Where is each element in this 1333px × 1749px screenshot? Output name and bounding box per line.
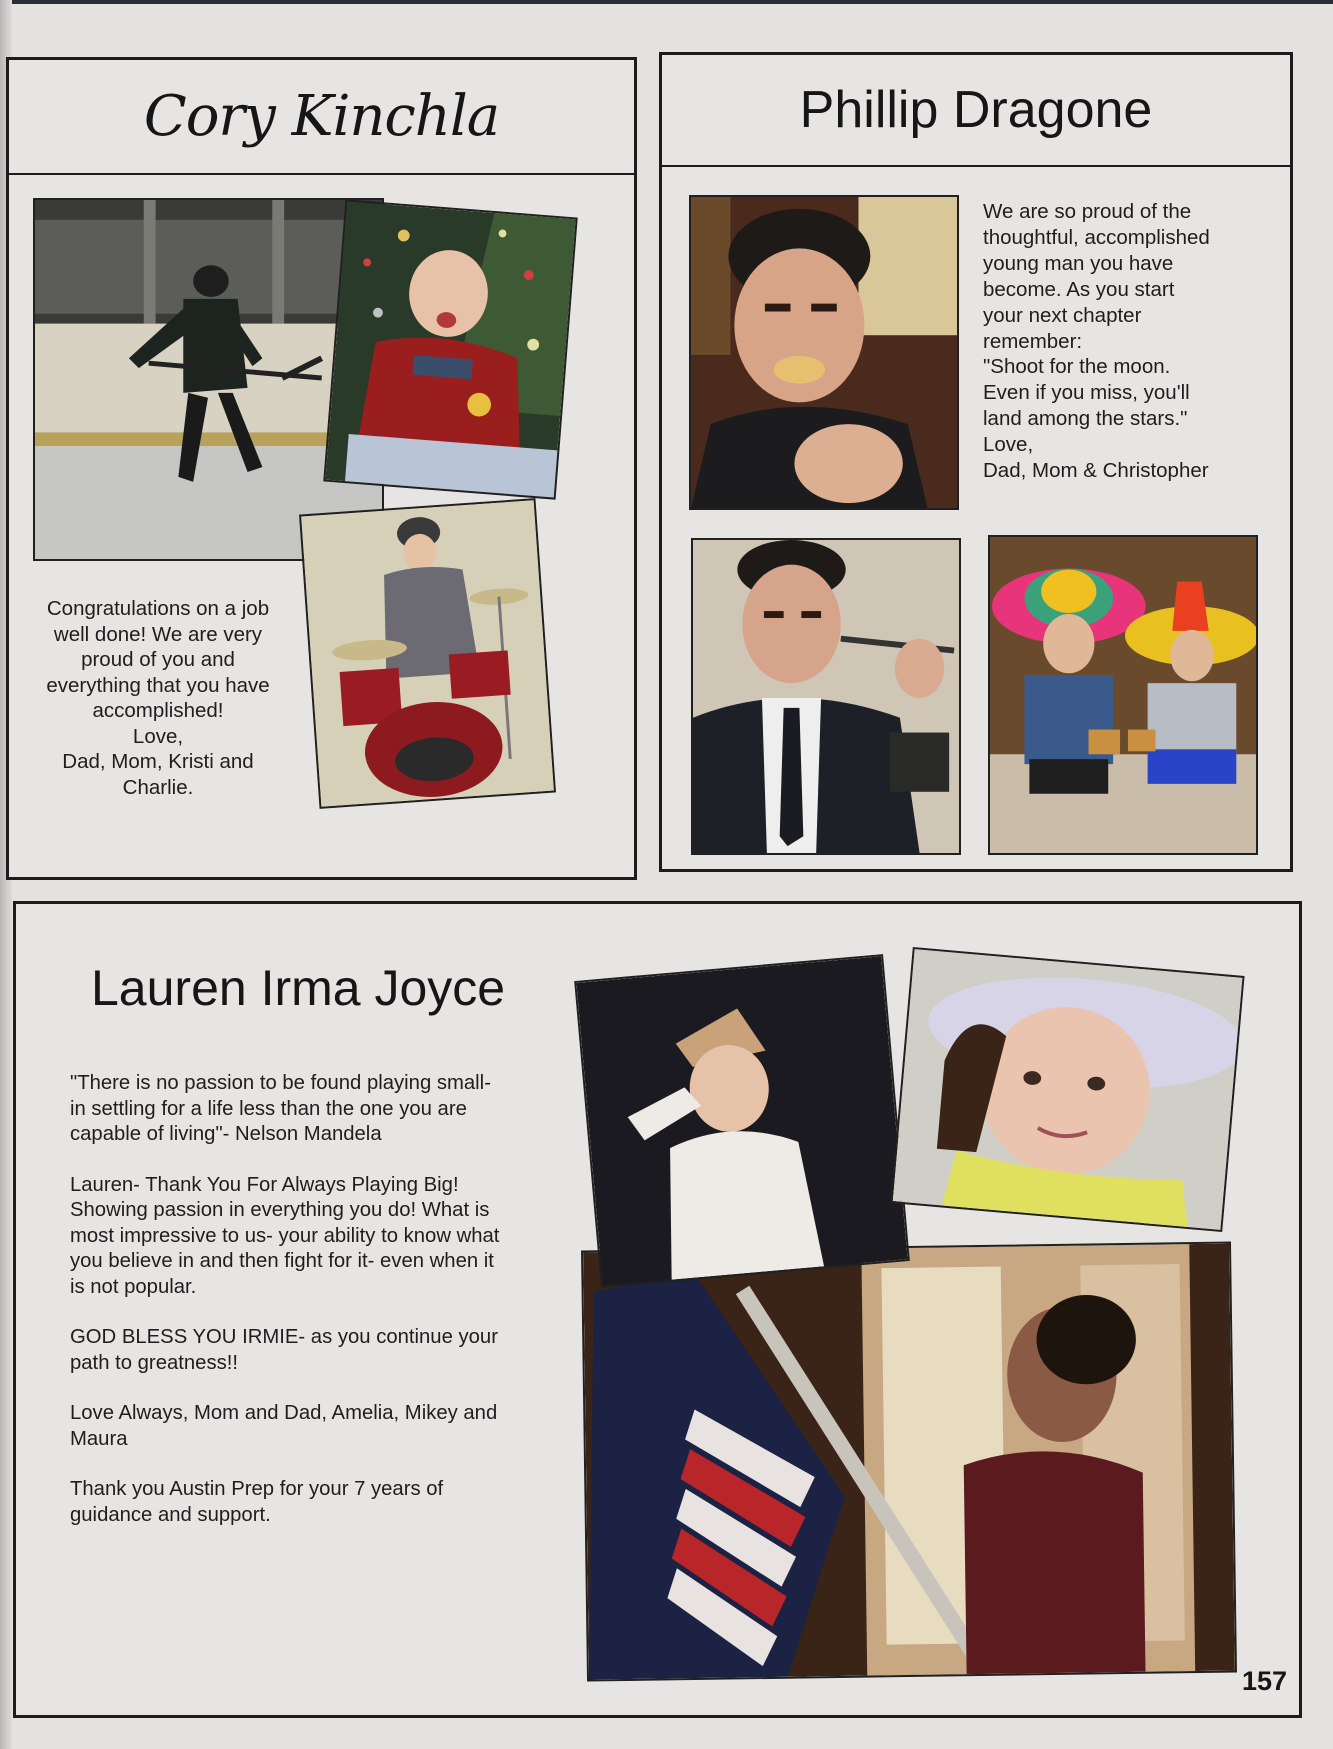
- lauren-quote: [70, 1071, 570, 1148]
- cory-message: [27, 596, 289, 800]
- cory-message-line: everything that you have: [46, 673, 270, 697]
- phillip-title: Phillip Dragone: [799, 81, 1153, 139]
- cory-message-line: Charlie.: [122, 775, 194, 799]
- lauren-message-line: "There is no passion to be found playing small-: [70, 1072, 491, 1094]
- cory-message-line: Congratulations on a job: [46, 597, 270, 620]
- lauren-message-line: path to greatness!!: [70, 1351, 238, 1374]
- lauren-message-line: guidance and support.: [70, 1503, 271, 1526]
- lauren-message-line: Thank you Austin Prep for your 7 years of: [70, 1478, 444, 1500]
- lauren-paragraph: [70, 1477, 570, 1528]
- phillip-message-line: Love,: [983, 433, 1034, 457]
- phillip-dragone-panel: [659, 52, 1293, 872]
- phillip-message-line: your next chapter: [983, 303, 1142, 327]
- phillip-message-line: Even if you miss, you'll: [983, 381, 1190, 405]
- phillip-message-line: We are so proud of the: [983, 200, 1192, 223]
- phillip-message-line: remember:: [983, 329, 1083, 353]
- lauren-message: [70, 1071, 570, 1553]
- lauren-message-line: most impressive to us- your ability to know what: [70, 1224, 500, 1247]
- top-edge: [0, 0, 1333, 4]
- lauren-message-line: in settling for a life less than the one you are: [70, 1097, 467, 1120]
- lauren-paragraph: [70, 1173, 570, 1301]
- lauren-message-line: Lauren- Thank You For Always Playing Big!: [70, 1173, 459, 1196]
- phillip-message-line: land among the stars.": [983, 407, 1188, 431]
- lauren-paragraph: [70, 1325, 570, 1376]
- phillip-message-line: "Shoot for the moon.: [983, 355, 1171, 379]
- page-number: 157: [1241, 1666, 1287, 1696]
- lauren-message-line: you believe in and then fight for it- even when it: [70, 1250, 494, 1272]
- cory-message-line: accomplished!: [92, 699, 224, 722]
- phillip-message-line: become. As you start: [983, 277, 1175, 301]
- cory-drums-photo: [299, 498, 556, 809]
- lauren-salute-photo: [574, 954, 910, 1288]
- lauren-message-line: GOD BLESS YOU IRMIE- as you continue your: [70, 1326, 498, 1348]
- phillip-message-line: Dad, Mom & Christopher: [983, 459, 1209, 483]
- lauren-message-line: is not popular.: [70, 1275, 197, 1298]
- cory-title: Cory Kinchla: [143, 84, 500, 149]
- lauren-message-line: Showing passion in everything you do! What is: [70, 1199, 490, 1221]
- lauren-message-line: Maura: [70, 1427, 128, 1450]
- cory-baby-christmas-photo: [323, 199, 577, 499]
- phillip-message-line: young man you have: [983, 251, 1174, 275]
- lauren-joyce-panel: [13, 901, 1302, 1718]
- phillip-sombrero-photo: [988, 535, 1258, 855]
- phillip-message: [983, 199, 1273, 484]
- lauren-message-line: Love Always, Mom and Dad, Amelia, Mikey and: [70, 1402, 498, 1424]
- lauren-title: Lauren Irma Joyce: [91, 960, 506, 1016]
- phillip-eating-photo: [689, 195, 959, 510]
- cory-message-line: Dad, Mom, Kristi and: [62, 750, 254, 773]
- lauren-flag-photo: [581, 1241, 1237, 1681]
- phillip-suit-photo: [691, 538, 961, 855]
- lauren-message-line: capable of living"- Nelson Mandela: [70, 1123, 382, 1145]
- cory-message-line: well done! We are very: [53, 622, 263, 646]
- lauren-hat-photo: [890, 947, 1244, 1232]
- cory-message-line: Love,: [132, 724, 184, 748]
- cory-kinchla-panel: [6, 57, 637, 880]
- cory-message-line: proud of you and: [81, 648, 235, 671]
- phillip-message-line: thoughtful, accomplished: [983, 225, 1210, 249]
- phillip-title-bar: [662, 55, 1290, 167]
- cory-title-bar: [9, 60, 634, 175]
- lauren-paragraph: [70, 1401, 570, 1452]
